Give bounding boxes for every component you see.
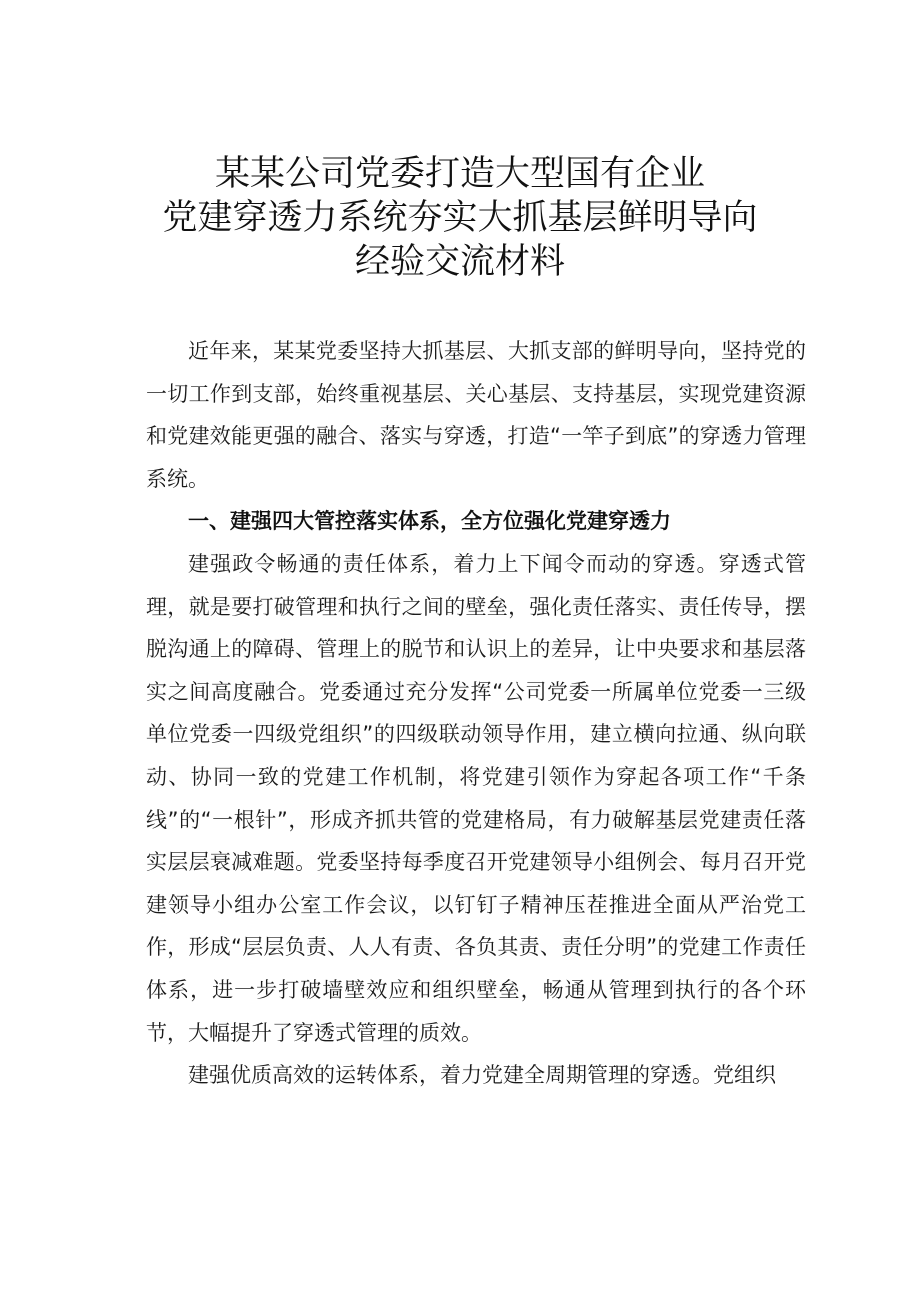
body-paragraph-2: 建强优质高效的运转体系，着力党建全周期管理的穿透。党组织 bbox=[188, 1063, 776, 1088]
intro-paragraph: 近年来，某某党委坚持大抓基层、大抓支部的鲜明导向，坚持党的一切工作到支部，始终重视基层、关心基层、支持基层，实现党建资源和党建效能更强的融合、落实与穿透，打造“一竿子到底”的穿透力管理系统。 bbox=[146, 339, 806, 491]
document-title bbox=[0, 152, 920, 284]
title-line-2: 党建穿透力系统夯实大抓基层鲜明导向 bbox=[162, 198, 758, 238]
body-paragraph-1: 建强政令畅通的责任体系，着力上下闻令而动的穿透。穿透式管理，就是要打破管理和执行之间的壁垒，强化责任落实、责任传导，摆脱沟通上的障碍、管理上的脱节和认识上的差异，让中央要求和基层落实之间高度融合。党委通过充分发挥“公司党委一所属单位党委一三级单位党委一四级党组织”的四级联动领导作用，建立横向拉通、纵向联动、协同一致的党建工作机制，将党建引领作为穿起各项工作“千条线”的“一根针”，形成齐抓共管的党建格局，有力破解基层党建责任落实层层衰减难题。党委坚持每季度召开党建领导小组例会、每月召开党建领导小组办公室工作会议，以钉钉子精神压茬推进全面从严治党工作，形成“层层负责、人人有责、各负其责、责任分明”的党建工作责任体系，进一步打破墙壁效应和组织壁垒，畅通从管理到执行的各个环节，大幅提升了穿透式管理的质效。 bbox=[146, 551, 806, 1045]
title-line-1: 某某公司党委打造大型国有企业 bbox=[214, 154, 705, 194]
document-body bbox=[146, 330, 806, 1097]
title-line-3: 经验交流材料 bbox=[354, 242, 565, 282]
section-heading: 一、建强四大管控落实体系，全方位强化党建穿透力 bbox=[188, 509, 671, 534]
